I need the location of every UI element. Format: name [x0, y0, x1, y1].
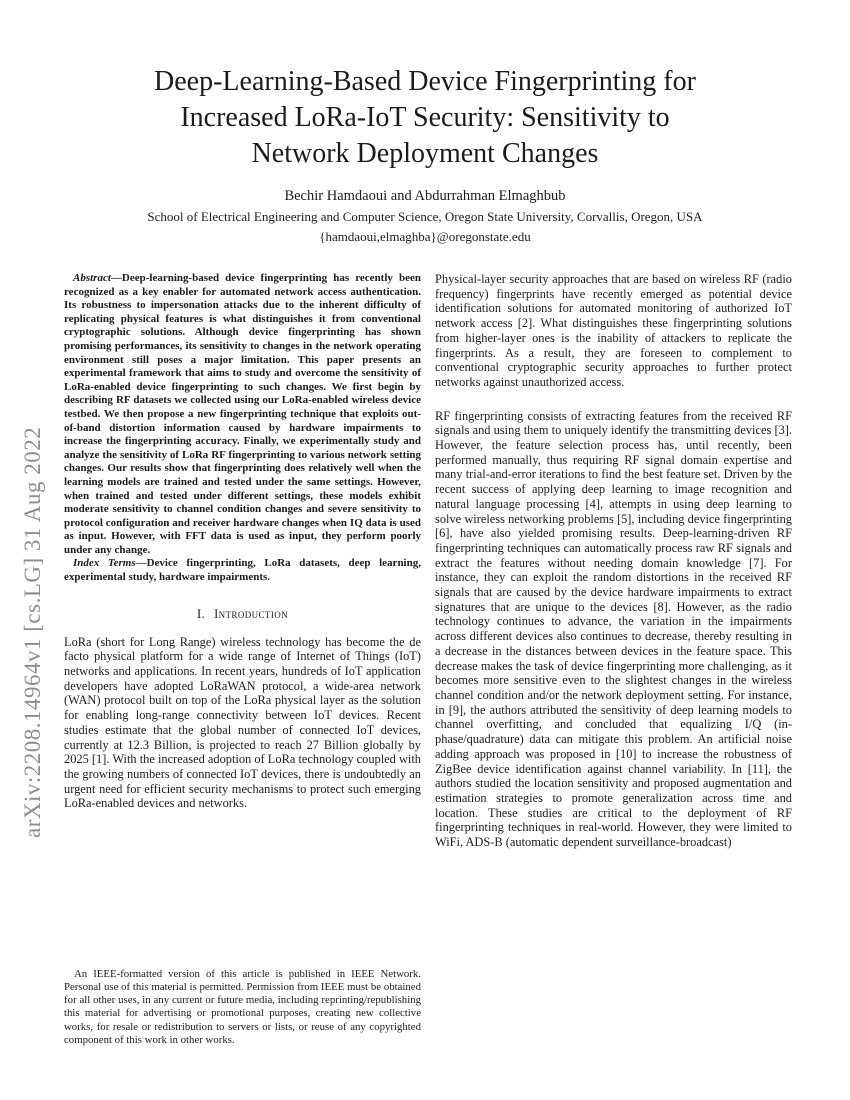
email-line: {hamdaoui,elmaghba}@oregonstate.edu	[319, 229, 531, 244]
paper-title-line-3: Network Deployment Changes	[251, 138, 599, 169]
abstract-label: Abstract	[73, 272, 111, 284]
right-column	[435, 272, 792, 1047]
authors-line: Bechir Hamdaoui and Abdurrahman Elmaghbub	[284, 188, 566, 204]
left-column	[64, 272, 421, 1047]
index-terms-label: Index Terms	[73, 557, 136, 570]
ieee-copyright-footnote: An IEEE-formatted version of this article is published in IEEE Network. Personal use of this material is permitted. Permission from IEEE must be obtained for all other uses, in any current or future media, including reprinting/republishing this material for advertising or promotional purposes, creating new collective works, for resale or redistribution to servers or lists, or reuse of any copyrighted component of this work in other works.	[64, 967, 421, 1046]
right-paragraph-2: RF fingerprinting consists of extracting features from the received RF signals and using them to uniquely identify the transmitting devices [3]. However, the feature selection process has, until recently, been performed manually, thus requiring RF signal domain expertise and many trial-and-error iterations to find the best feature set. Driven by the recent success of applying deep learning to image recognition and natural language processing [4], attempts in using deep learning to solve wireless networking problems [5], including device fingerprinting [6], have also yielded promising results. Deep-learning-driven RF fingerprinting techniques can automatically process raw RF signals and extract the features without needing domain knowledge [7]. For instance, they can exploit the random distortions in the received RF signals that are caused by the device hardware impairments to extract signatures that are unique to the devices [8]. However, as the radio technology continues to advance, the variation in the impairments across different devices also continues to decrease, thereby resulting in a decrease in the distances between devices in the feature space. This decrease makes the task of device fingerprinting more challenging, as it becomes more sensitive even to the slightest changes in the wireless channel condition and/or the network deployment setting. For instance, in [9], the authors attributed the sensitivity of deep learning models to channel overfitting, and concluded that equalizing I/Q (in-phase/quadrature) data can mitigate this problem. An artificial noise adding approach was proposed in [10] to increase the robustness of ZigBee device identification against channel variability. In [11], the authors studied the location sensitivity and proposed augmentation and estimation strategies to promote generalization across time and location. These studies are critical to the deployment of RF fingerprinting techniques in real-world. However, they were limited to WiFi, ADS-B (automatic dependent surveillance-broadcast)	[435, 408, 792, 850]
section-heading-introduction	[64, 607, 421, 622]
abstract-text: Deep-learning-based device fingerprinting has recently been recognized as a key enabler for automated network access authentication. Its robustness to impersonation attacks due to the inherent difficulty of replicating physical features is what distinguishes it from conventional cryptographic solutions. Although device fingerprinting has shown promising performances, its sensitivity to changes in the network operating environment still poses a major limitation. This paper presents an experimental framework that aims to study and overcome the sensitivity of LoRa-enabled device fingerprinting to such changes. We first begin by describing RF datasets we collected using our LoRa-enabled wireless device testbed. We then propose a new fingerprinting technique that exploits out-of-band distortion information caused by hardware impairments to increase the fingerprinting accuracy. Finally, we experimentally study and analyze the sensitivity of LoRa RF fingerprinting to various network setting changes. Our results show that fingerprinting does relatively well when the learning models are trained and tested under the same settings. However, when trained and tested under different settings, these models exhibit moderate sensitivity to channel condition changes and severe sensitivity to protocol configuration and receiver hardware changes when IQ data is used as input. However, with FFT data is used as input, they perform poorly under any change.	[64, 272, 421, 556]
paper-header	[0, 0, 850, 245]
index-terms-dash: —	[135, 557, 147, 570]
abstract-dash: —	[110, 272, 122, 284]
arxiv-watermark: arXiv:2208.14964v1 [cs.LG] 31 Aug 2022	[20, 426, 45, 838]
abstract-paragraph	[64, 272, 421, 557]
index-terms-text: Device fingerprinting, LoRa datasets, deep learning, experimental study, hardware impairments.	[64, 557, 421, 584]
paper-title-line-1: Deep-Learning-Based Device Fingerprinting for	[154, 66, 696, 97]
paper-title-line-2: Increased LoRa-IoT Security: Sensitivity to	[180, 102, 670, 133]
introduction-paragraph: LoRa (short for Long Range) wireless technology has become the de facto physical platform for a wide range of Internet of Things (IoT) networks and applications. In recent years, hundreds of IoT application developers have adopted LoRaWAN protocol, a wide-area network (WAN) protocol built on top of the LoRa physical layer as the solution for enabling long-range connectivity between IoT devices. Recent studies estimate that the global number of connected IoT devices, currently at 12.3 Billion, is projected to reach 27 Billion globally by 2025 [1]. With the increased adoption of LoRa technology coupled with the growing numbers of connected IoT devices, there is undoubtedly an urgent need for efficient security mechanisms to protect such emerging LoRa-enabled devices and networks.	[64, 634, 421, 811]
index-terms-paragraph	[64, 557, 421, 584]
section-number: I.	[196, 606, 206, 621]
affiliation-line: School of Electrical Engineering and Computer Science, Oregon State University, Corvallis, Oregon, USA	[147, 209, 703, 224]
right-paragraph-1: Physical-layer security approaches that are based on wireless RF (radio frequency) fingerprints have recently emerged as potential device identification solutions for automated monitoring of authorized IoT network access [2]. What distinguishes these fingerprinting solutions from higher-layer ones is the inability of attackers to replicate the fingerprints. As a result, they are foreseen to complement to conventional cryptographic security approaches to further protect networks against unauthorized access.	[435, 272, 792, 389]
two-column-body	[64, 272, 793, 1047]
section-title: Introduction	[214, 606, 289, 621]
